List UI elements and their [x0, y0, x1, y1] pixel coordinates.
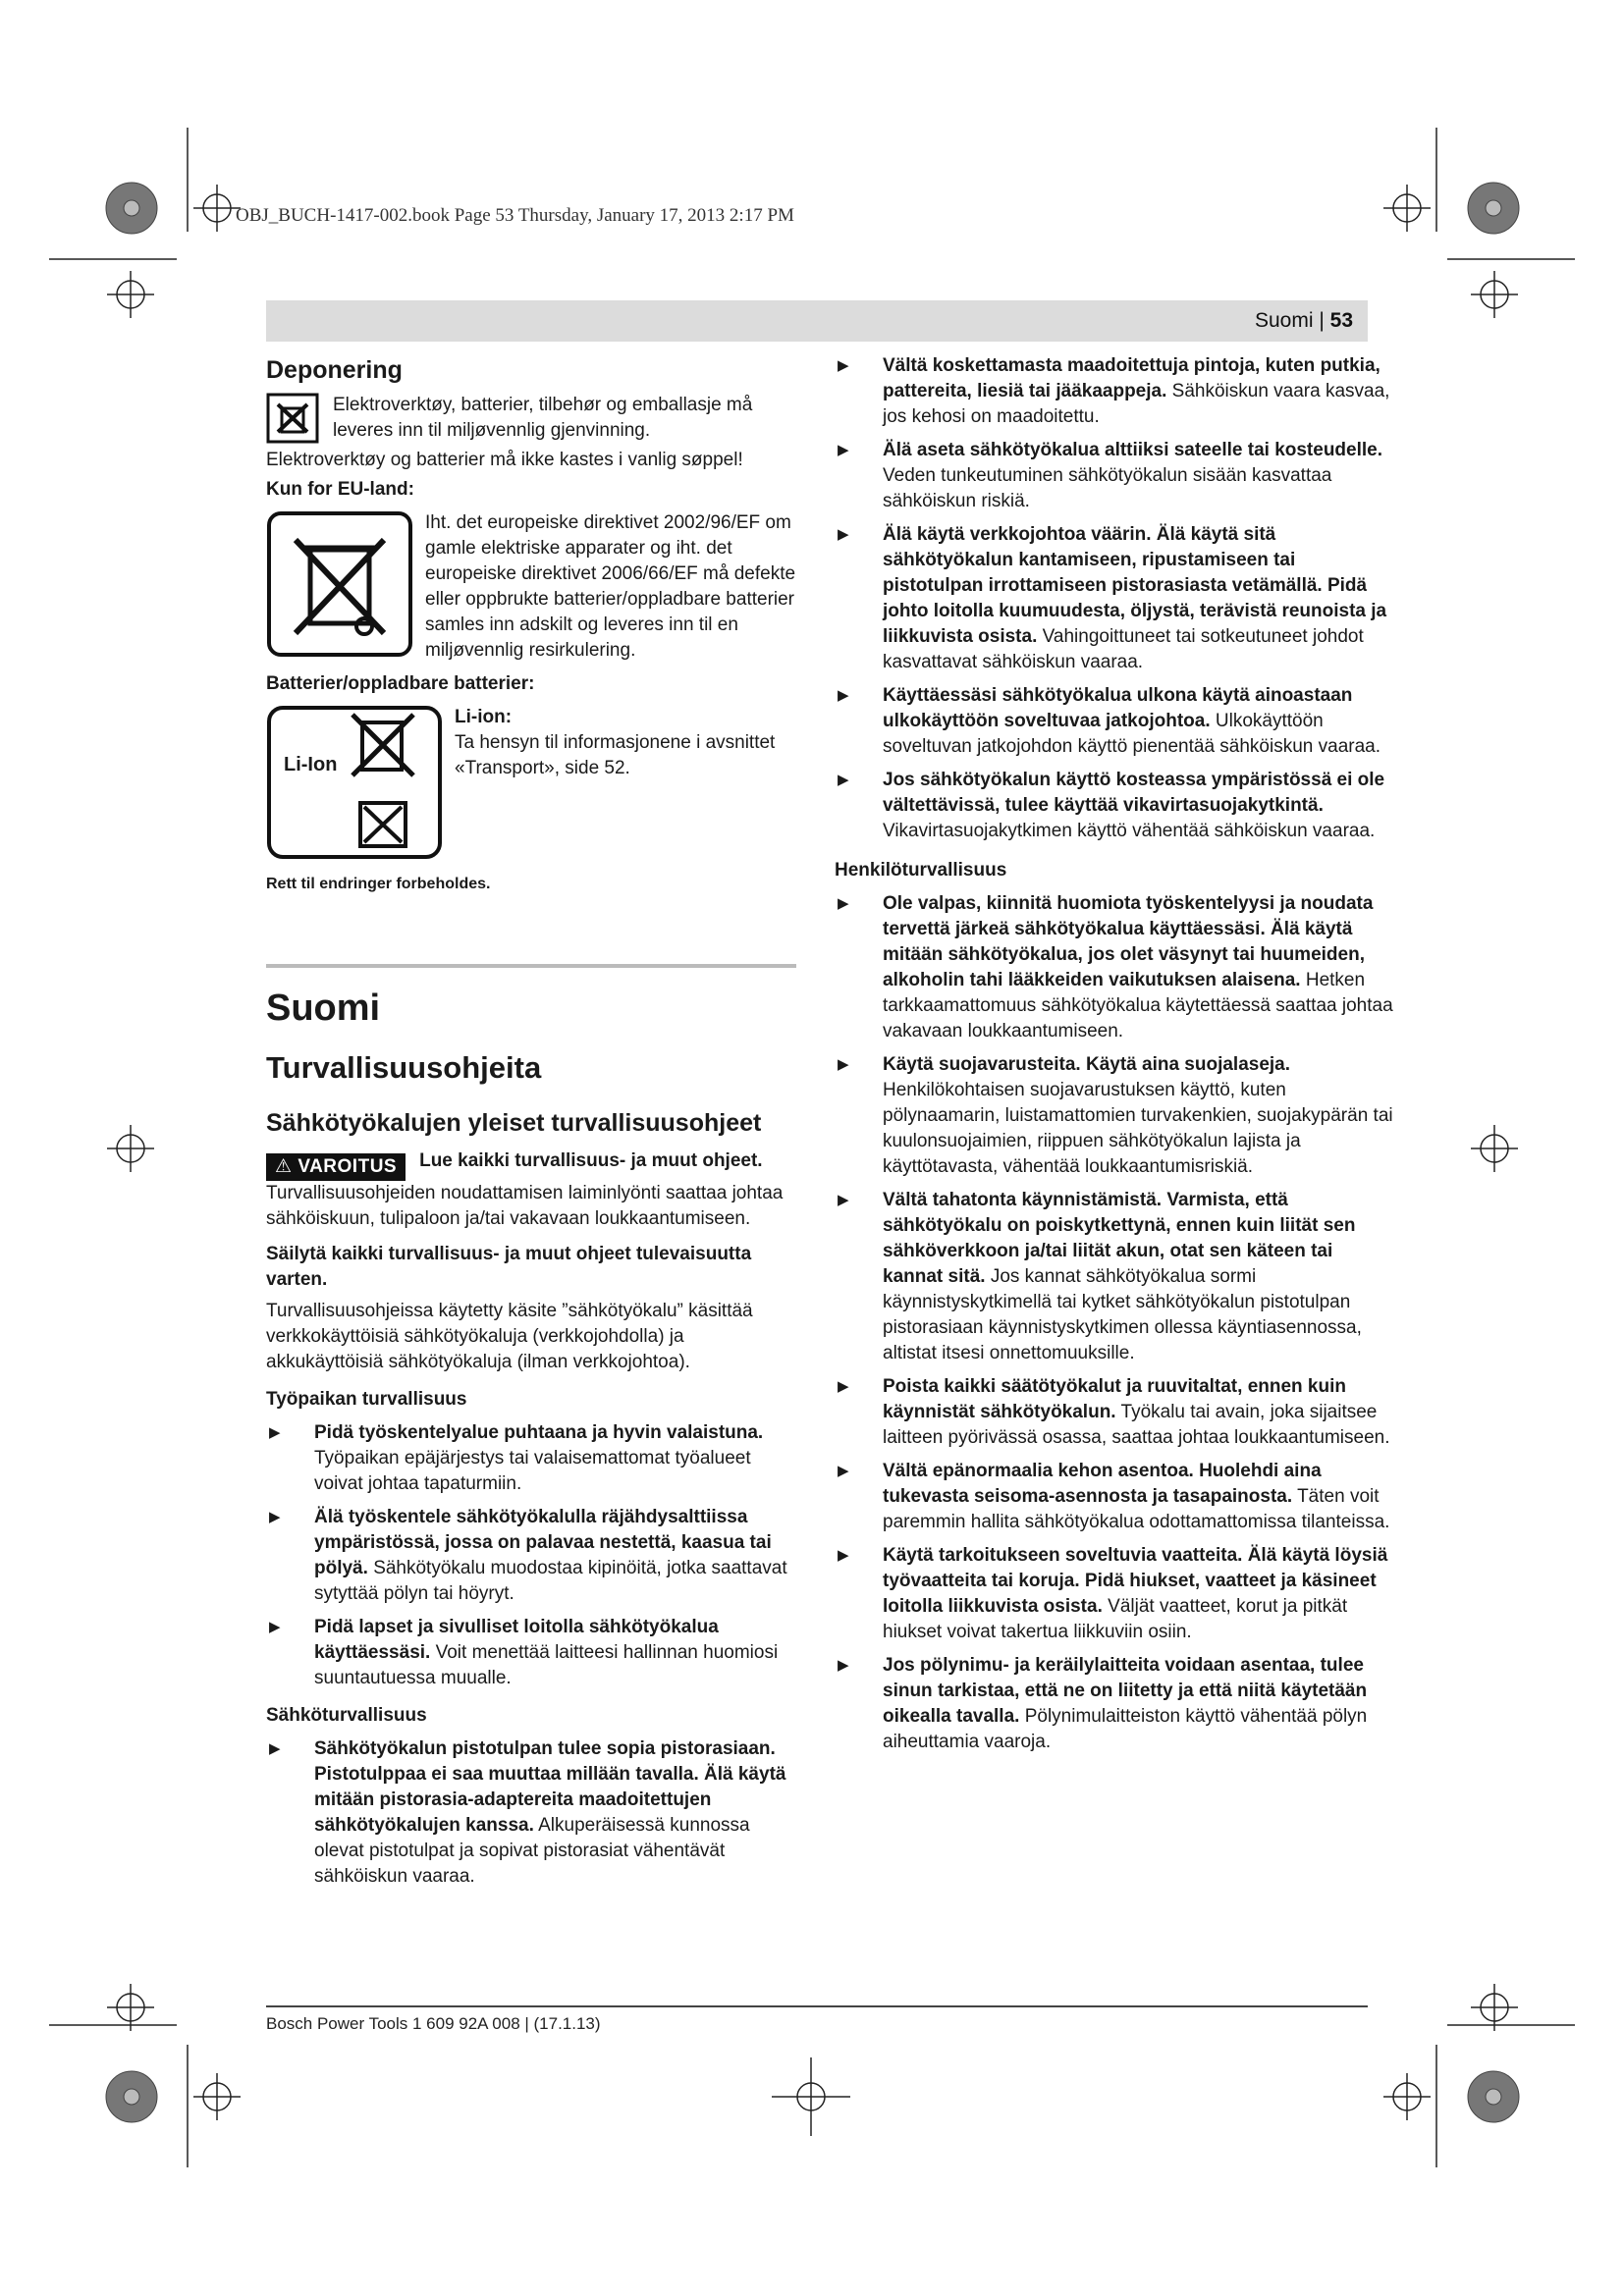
list-item: ▶ Ole valpas, kiinnitä huomiota työskentelyysi ja noudata tervettä järkeä sähkötyökalua käyttäessäsi. Älä käytä mitään sähkötyökalua, jos olet väsynyt tai huumeiden, alkoholin tahi lääkkeiden vaikutuksen alaisena. Hetken tarkkaamattomuus sähkötyökalua käytettäessä saattaa johtaa vakavaan loukkaantumiseen.: [835, 891, 1394, 1044]
eu-title: Kun for EU-land:: [266, 479, 414, 500]
rights-note: Rett til endringer forbeholdes.: [266, 876, 491, 892]
arrow-bullet-icon: ▶: [838, 526, 849, 543]
battery-title: Batterier/oppladbare batterier:: [266, 673, 535, 694]
arrow-bullet-icon: ▶: [838, 442, 849, 458]
section-divider: [266, 964, 796, 968]
list-item: ▶ Käyttäessäsi sähkötyökalua ulkona käytä ainoastaan ulkokäyttöön soveltuvaa jatkojohtoa. Ulkokäyttöön soveltuvan jatkojohdon käyttö pienentää sähköiskun vaaraa.: [835, 683, 1394, 760]
list-item: ▶ Vältä epänormaalia kehon asentoa. Huolehdi aina tukevasta seisoma-asennosta ja tasapainosta. Täten voit paremmin hallita sähkötyökalua odottamattomissa tilanteissa.: [835, 1459, 1394, 1535]
arrow-bullet-icon: ▶: [838, 1056, 849, 1073]
warning-badge: ⚠ VAROITUS: [266, 1153, 406, 1181]
list-item: ▶ Käytä suojavarusteita. Käytä aina suojalaseja. Henkilökohtaisen suojavarustuksen käyttö, kuten pölynaamarin, luistamattomien turvakenkien, suojakypärän tai kuulonsuojaimien, riippuen sähkötyökalun lajista ja käyttötavasta, vähentää loukkaantumisriskiä.: [835, 1052, 1394, 1180]
deponering-note: Elektroverktøy og batterier må ikke kastes i vanlig søppel!: [266, 450, 743, 470]
arrow-bullet-icon: ▶: [838, 357, 849, 374]
arrow-bullet-icon: ▶: [269, 1619, 281, 1635]
warning-triangle-icon: ⚠: [275, 1156, 293, 1177]
deponering-title: Deponering: [266, 356, 403, 384]
warning-bold: Lue kaikki turvallisuus- ja muut ohjeet.: [419, 1150, 763, 1171]
list-item: ▶ Älä aseta sähkötyökalua alttiiksi sateelle tai kosteudelle. Veden tunkeutuminen sähkötyökalun sisään kasvattaa sähköiskun riskiä.: [835, 438, 1394, 514]
arrow-bullet-icon: ▶: [838, 1463, 849, 1479]
language-heading: Suomi: [266, 988, 381, 1029]
arrow-bullet-icon: ▶: [838, 1657, 849, 1674]
liion-title: Li-ion:: [455, 707, 513, 727]
arrow-bullet-icon: ▶: [269, 1509, 281, 1525]
arrow-bullet-icon: ▶: [269, 1424, 281, 1441]
list-item: ▶ Jos pölynimu- ja keräilylaitteita voidaan asentaa, tulee sinun tarkistaa, että ne on liitetty ja että niitä käytetään oikealla tavalla. Pölynimulaitteiston käyttö vähentää pölyn aiheuttamia vaaroja.: [835, 1653, 1394, 1755]
list-item: ▶ Vältä tahatonta käynnistämistä. Varmista, että sähkötyökalu on poiskytkettynä, ennen kuin liität sen sähköverkkoon ja/tai liität akun, otat sen käteen tai kannat sitä. Jos kannat sähkötyökalua sormi käynnistyskytkimellä tai kytket sähkötyökalun pistotulpan pistorasiaan käynnistyskytkimen ollessa käyntiasennossa, altistat itsesi onnettomuuksille.: [835, 1188, 1394, 1366]
arrow-bullet-icon: ▶: [838, 687, 849, 704]
right-column: [835, 353, 1394, 1755]
list-item: ▶ Sähkötyökalun pistotulpan tulee sopia pistorasiaan. Pistotulppaa ei saa muuttaa millään tavalla. Älä käytä mitään pistorasia-adaptereita maadoitettujen sähkötyökalujen kanssa. Alkuperäisessä kunnossa olevat pistotulpat ja sopivat pistorasiat vähentävät sähköiskun vaaraa.: [266, 1736, 796, 1890]
recycling-bin-icon: [266, 393, 319, 444]
book-header: OBJ_BUCH-1417-002.book Page 53 Thursday, January 17, 2013 2:17 PM: [236, 205, 794, 226]
left-column: [266, 353, 796, 1890]
page-number: 53: [1329, 309, 1353, 332]
personal-title: Henkilöturvallisuus: [835, 860, 1007, 881]
arrow-bullet-icon: ▶: [838, 895, 849, 912]
term-definition: Turvallisuusohjeissa käytetty käsite ”sähkötyökalu” käsittää verkkokäyttöisiä sähkötyökaluja (verkkojohdolla) ja akkukäyttöisiä sähkötyökaluja (ilman verkkojohtoa).: [266, 1301, 753, 1372]
arrow-bullet-icon: ▶: [838, 1547, 849, 1564]
footer-rule: [266, 2005, 1368, 2007]
arrow-bullet-icon: ▶: [269, 1740, 281, 1757]
arrow-bullet-icon: ▶: [838, 772, 849, 788]
header-section: Suomi |: [1254, 309, 1325, 332]
page-header-bar: [266, 300, 1368, 342]
list-item: ▶ Käytä tarkoitukseen soveltuvia vaatteita. Älä käytä löysiä työvaatteita tai koruja. Pidä hiukset, vaatteet ja käsineet loitolla liikkuvista osista. Väljät vaatteet, korut ja pitkät hiukset voivat takertua liikkuviin osiin.: [835, 1543, 1394, 1645]
footer-text: Bosch Power Tools 1 609 92A 008 | (17.1.13): [266, 2014, 601, 2033]
electric-title: Sähköturvallisuus: [266, 1705, 427, 1726]
arrow-bullet-icon: ▶: [838, 1192, 849, 1208]
warning-text: Turvallisuusohjeiden noudattamisen laiminlyönti saattaa johtaa sähköiskuun, tulipaloon ja/tai vakavaan loukkaantumiseen.: [266, 1183, 784, 1229]
keep-instructions: Säilytä kaikki turvallisuus- ja muut ohjeet tulevaisuutta varten.: [266, 1244, 752, 1290]
arrow-bullet-icon: ▶: [838, 1378, 849, 1395]
safety-heading: Turvallisuusohjeita: [266, 1050, 542, 1085]
liion-battery-icon: [266, 705, 443, 860]
list-item: ▶ Älä työskentele sähkötyökalulla räjähdysalttiissa ympäristössä, jossa on palavaa nestettä, kaasua tai pölyä. Sähkötyökalu muodostaa kipinöitä, jotka saattavat sytyttää pölyn tai höyryt.: [266, 1505, 796, 1607]
list-item: ▶ Pidä lapset ja sivulliset loitolla sähkötyökalua käyttäessäsi. Voit menettää laitteesi hallinnan huomiosi suuntautuessa muualle.: [266, 1615, 796, 1691]
list-item: ▶ Vältä koskettamasta maadoitettuja pintoja, kuten putkia, pattereita, liesiä tai jääkaappeja. Sähköiskun vaara kasvaa, jos kehosi on maadoitettu.: [835, 353, 1394, 430]
list-item: ▶ Poista kaikki säätötyökalut ja ruuvitaltat, ennen kuin käynnistät sähkötyökalun. Työkalu tai avain, joka sijaitsee laitteen pyörivässä osassa, saattaa johtaa loukkaantumiseen.: [835, 1374, 1394, 1451]
liion-text: Ta hensyn til informasjonene i avsnittet «Transport», side 52.: [455, 732, 776, 778]
eu-text: Iht. det europeiske direktivet 2002/96/EF om gamle elektriske apparater og iht. det europeiske direktivet 2006/66/EF må defekte eller oppbrukte batterier/oppladbare batterier samles inn adskilt og leveres inn til en miljøvennlig resirkulering.: [425, 512, 796, 661]
page-header-label: [1255, 309, 1353, 333]
liion-box-label: Li-Ion: [284, 754, 338, 775]
deponering-intro: Elektroverktøy, batterier, tilbehør og emballasje må leveres inn til miljøvennlig gjenvinning.: [333, 395, 753, 441]
weee-bin-icon: [266, 510, 413, 658]
workplace-title: Työpaikan turvallisuus: [266, 1389, 467, 1410]
list-item: ▶ Jos sähkötyökalun käyttö kosteassa ympäristössä ei ole vältettävissä, tulee käyttää vikavirtasuojakytkintä. Vikavirtasuojakytkimen käyttö vähentää sähköiskun vaaraa.: [835, 768, 1394, 844]
general-safety-heading: Sähkötyökalujen yleiset turvallisuusohjeet: [266, 1109, 762, 1137]
list-item: ▶ Älä käytä verkkojohtoa väärin. Älä käytä sitä sähkötyökalun kantamiseen, ripustamiseen tai pistotulpan irrottamiseen pistorasiasta vetämällä. Pidä johto loitolla kuumuudesta, öljystä, terävistä reunoista ja liikkuvista osista. Vahingoittuneet tai sotkeutuneet johdot kasvattavat sähköiskun vaaraa.: [835, 522, 1394, 675]
list-item: ▶ Pidä työskentelyalue puhtaana ja hyvin valaistuna. Työpaikan epäjärjestys tai valaisemattomat työalueet voivat johtaa tapaturmiin.: [266, 1420, 796, 1497]
